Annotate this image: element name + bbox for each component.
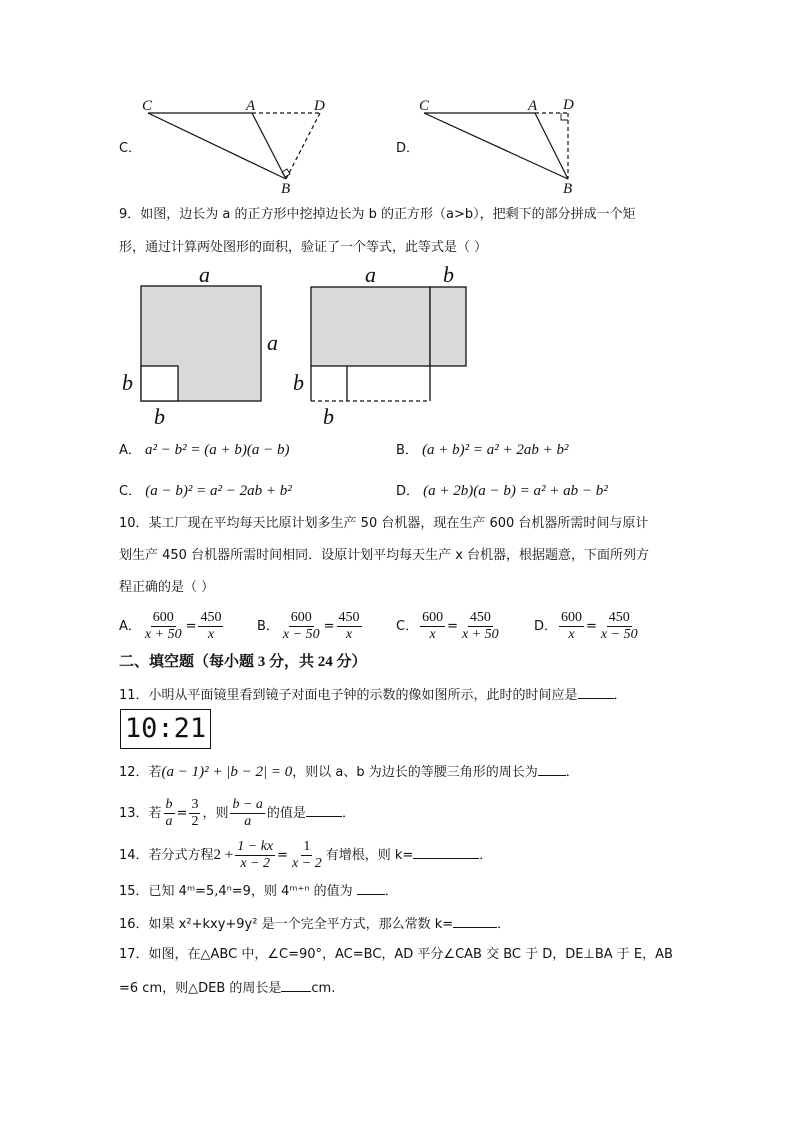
figure-q9-left	[141, 286, 261, 401]
label-c: C	[142, 98, 153, 114]
numerator: 600	[422, 610, 444, 625]
numerator: 450	[608, 610, 630, 625]
q10-option-a[interactable]: A． $\frac{600}{x + 50}$ = $\frac{450}{x}$	[119, 610, 222, 642]
q12	[119, 762, 579, 782]
label-a: A	[528, 98, 538, 114]
equals: =	[277, 848, 289, 863]
q17-post: cm.	[311, 981, 336, 996]
q12-post: ，则以 a、b 为边长的等腰三角形的周长为	[292, 765, 538, 780]
figure-d	[424, 113, 568, 179]
option-expr: (a − b)² = a² − 2ab + b²	[145, 483, 292, 499]
q13	[119, 797, 355, 831]
numerator: b − a	[232, 797, 263, 812]
label-b: B	[281, 181, 291, 197]
denominator: x	[568, 627, 575, 642]
answer-blank[interactable]	[538, 762, 566, 776]
option-label: A．	[119, 443, 141, 458]
fig-label-b: b	[154, 404, 165, 429]
option-expr: (a + b)² = a² + 2ab + b²	[422, 442, 569, 458]
q9-line1: 9．如图，边长为 a 的正方形中挖掉边长为 b 的正方形（a>b），把剩下的部分拼成一个矩	[119, 207, 636, 222]
denominator: x	[345, 627, 353, 642]
q15	[119, 881, 398, 901]
q14-end: ．	[479, 848, 493, 863]
numerator: 450	[200, 610, 222, 625]
q13-mid: ，则	[202, 806, 229, 821]
denominator: x − 2	[292, 856, 322, 871]
denominator: x − 50	[282, 627, 320, 642]
denominator: x + 50	[461, 627, 499, 642]
q9-line2: 形，通过计算两处图形的面积，验证了一个等式，此等式是（ ）	[119, 240, 488, 255]
q12-expr: (a − 1)² + |b − 2| = 0	[161, 764, 293, 780]
answer-blank[interactable]	[413, 845, 479, 859]
q10-option-c[interactable]: C． $\frac{600}{x}$ = $\frac{450}{x + 50}$	[396, 610, 499, 642]
q13-pre: 13．若	[119, 806, 162, 821]
option-c-label: C．	[119, 141, 142, 156]
q9-option-b[interactable]	[396, 441, 569, 460]
option-label: C．	[119, 484, 142, 499]
option-label: B．	[396, 443, 418, 458]
denominator: x	[429, 627, 436, 642]
denominator: 2	[191, 814, 199, 829]
label-d: D	[563, 97, 574, 113]
denominator: x − 50	[600, 627, 638, 642]
numerator: 1 − kx	[237, 839, 274, 854]
q17-pre: =6 cm，则△DEB 的周长是	[119, 981, 282, 996]
fig-label-a: a	[267, 330, 278, 355]
answer-blank[interactable]	[578, 685, 614, 699]
q16	[119, 914, 510, 934]
label-b: B	[563, 181, 573, 197]
clock-value: 10:21	[124, 713, 207, 744]
q13-end: ．	[341, 806, 355, 821]
q10-line1: 10．某工厂现在平均每天比原计划多生产 50 台机器，现在生产 600 台机器所需时间与原计	[119, 516, 649, 531]
q13-post: 的值是	[266, 806, 306, 821]
denominator: a	[244, 814, 252, 829]
numerator: 1	[303, 839, 311, 854]
answer-blank[interactable]	[357, 881, 385, 895]
answer-blank[interactable]	[306, 803, 342, 817]
q14-two: 2 +	[213, 847, 234, 863]
denominator: x + 50	[144, 627, 182, 642]
label-a: A	[246, 98, 256, 114]
equals: =	[176, 806, 188, 821]
option-label: D．	[396, 484, 420, 499]
option-expr: a² − b² = (a + b)(a − b)	[145, 442, 290, 458]
section-heading: 二、填空题（每小题 3 分，共 24 分）	[119, 654, 367, 670]
q11-text: 11．小明从平面镜里看到镜子对面电子钟的示数的像如图所示，此时的时间应是	[119, 688, 578, 703]
q10-option-d[interactable]: D． $\frac{600}{x}$ = $\frac{450}{x - 50}$	[534, 610, 638, 642]
q14-pre: 14．若分式方程	[119, 848, 214, 863]
q12-end: ．	[565, 765, 579, 780]
numerator: 600	[152, 610, 174, 625]
q15-end: ．	[384, 884, 398, 899]
q9-option-a[interactable]	[119, 441, 290, 460]
option-label: A．	[119, 619, 141, 634]
q10-option-b[interactable]: B． $\frac{600}{x - 50}$ = $\frac{450}{x}$	[257, 610, 360, 642]
option-label: C．	[396, 619, 419, 634]
q9-option-c[interactable]	[119, 482, 292, 501]
numerator: 450	[338, 610, 360, 625]
q17-line1: 17．如图，在△ABC 中，∠C=90°，AC=BC，AD 平分∠CAB 交 BC 于 D，DE⊥BA 于 E，AB	[119, 947, 673, 962]
fig-label-a: a	[199, 262, 210, 287]
numerator: 450	[469, 610, 491, 625]
figure-q9-right	[311, 287, 466, 401]
q17-line2	[119, 978, 335, 998]
fig-label-b: b	[293, 370, 304, 395]
figure-c	[148, 113, 320, 179]
denominator: x − 2	[240, 856, 271, 871]
fig-label-b: b	[443, 262, 454, 287]
option-label: D．	[534, 619, 558, 634]
answer-blank[interactable]	[281, 978, 311, 992]
fig-label-b: b	[323, 404, 334, 429]
denominator: x	[207, 627, 215, 642]
q10-line2: 划生产 450 台机器所需时间相同．设原计划平均每天生产 x 台机器，根据题意，下面所列方	[119, 548, 650, 563]
q11-end: ．	[613, 688, 627, 703]
denominator: a	[165, 814, 173, 829]
q14-post: 有增根，则 k=	[325, 848, 414, 863]
q16-text: 16．如果 x²+kxy+9y² 是一个完全平方式，那么常数 k=	[119, 917, 454, 932]
label-d: D	[314, 98, 325, 114]
option-label: B．	[257, 619, 279, 634]
q11	[119, 685, 627, 705]
numerator: b	[165, 797, 173, 812]
fig-label-b: b	[122, 370, 133, 395]
label-c: C	[419, 98, 430, 114]
q10-line3: 程正确的是（ ）	[119, 580, 215, 595]
numerator: 3	[191, 797, 199, 812]
q14	[119, 838, 492, 873]
numerator: 600	[561, 610, 583, 625]
option-d-label: D．	[396, 141, 420, 156]
option-expr: (a + 2b)(a − b) = a² + ab − b²	[423, 483, 608, 499]
q9-option-d[interactable]	[396, 482, 608, 501]
numerator: 600	[290, 610, 312, 625]
q15-text: 15．已知 4ᵐ=5,4ⁿ=9，则 4ᵐ⁺ⁿ 的值为	[119, 884, 353, 899]
q16-end: ．	[497, 917, 511, 932]
answer-blank[interactable]	[453, 914, 497, 928]
fig-label-a: a	[365, 262, 376, 287]
q12-pre: 12．若	[119, 765, 162, 780]
mirrored-clock-figure	[120, 709, 211, 749]
